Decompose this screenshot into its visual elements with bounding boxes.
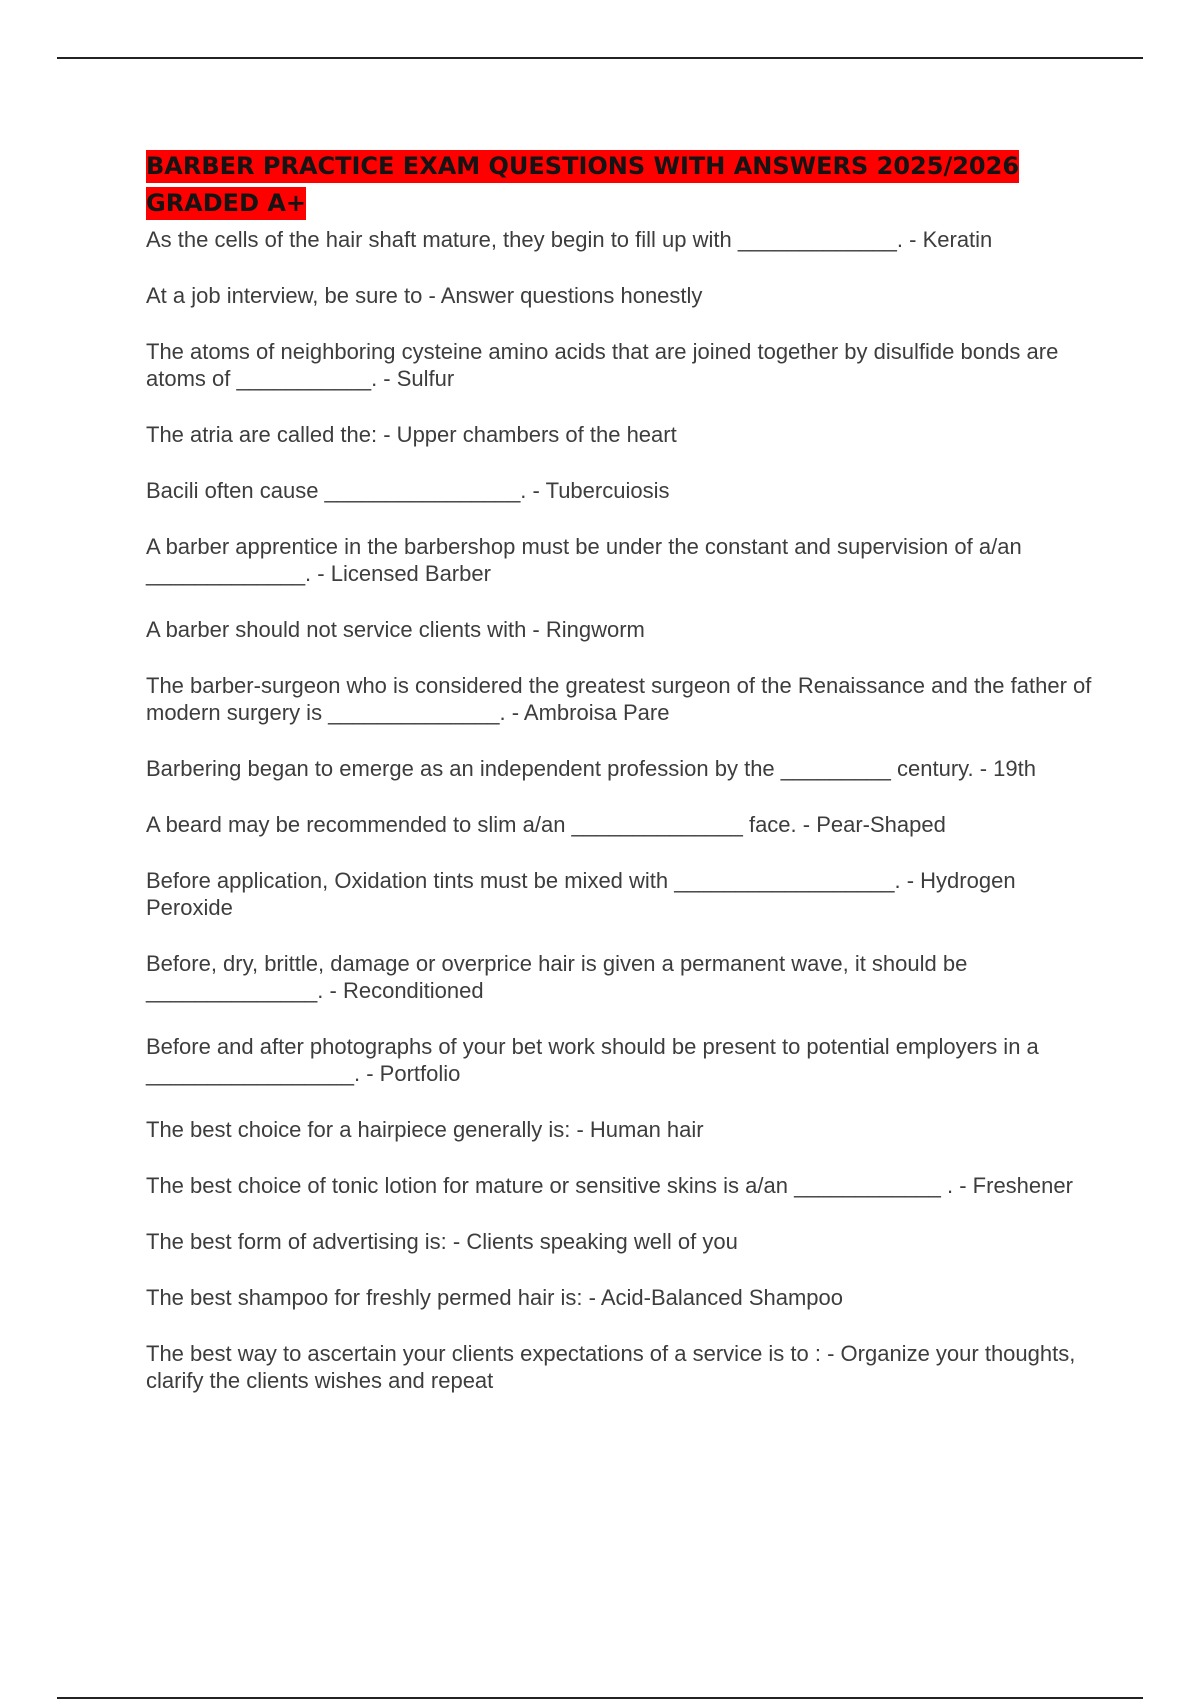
question-answer-item: As the cells of the hair shaft mature, they begin to fill up with _____________. - Keratin	[146, 227, 993, 252]
question-answer-item: At a job interview, be sure to - Answer questions honestly	[146, 283, 703, 308]
document-title-text: BARBER PRACTICE EXAM QUESTIONS WITH ANSWERS 2025/2026 GRADED A+	[146, 150, 1019, 220]
question-answer-item: Barbering began to emerge as an independent profession by the _________ century. - 19th	[146, 756, 1037, 781]
question-answer-item: The barber-surgeon who is considered the greatest surgeon of the Renaissance and the father of modern surgery is ______________. - Ambroisa Pare	[146, 673, 1092, 725]
question-answer-item: Before application, Oxidation tints must be mixed with __________________. - Hydrogen Peroxide	[146, 868, 1016, 920]
question-answer-item: The best choice for a hairpiece generally is: - Human hair	[146, 1117, 704, 1142]
document-title	[146, 148, 1096, 222]
question-answer-item: The best form of advertising is: - Clients speaking well of you	[146, 1229, 738, 1254]
question-answer-item: The atoms of neighboring cysteine amino acids that are joined together by disulfide bonds are atoms of ___________. - Sulfur	[146, 339, 1059, 391]
question-answer-item: A barber should not service clients with - Ringworm	[146, 617, 645, 642]
question-list	[146, 226, 1096, 1394]
document-body	[146, 148, 1096, 1423]
question-answer-item: The best shampoo for freshly permed hair is: - Acid-Balanced Shampoo	[146, 1285, 844, 1310]
top-rule	[57, 57, 1143, 59]
question-answer-item: Before and after photographs of your bet work should be present to potential employers in a _________________. - Portfolio	[146, 1034, 1039, 1086]
question-answer-item: Bacili often cause ________________. - Tubercuiosis	[146, 478, 670, 503]
question-answer-item: The atria are called the: - Upper chambers of the heart	[146, 422, 677, 447]
question-answer-item: A barber apprentice in the barbershop must be under the constant and supervision of a/an _____________. - Licensed Barber	[146, 534, 1022, 586]
bottom-rule	[57, 1697, 1143, 1699]
question-answer-item: The best way to ascertain your clients expectations of a service is to : - Organize your thoughts, clarify the clients wishes and repeat	[146, 1341, 1076, 1393]
question-answer-item: Before, dry, brittle, damage or overprice hair is given a permanent wave, it should be ______________. - Reconditioned	[146, 951, 968, 1003]
question-answer-item: A beard may be recommended to slim a/an ______________ face. - Pear-Shaped	[146, 812, 946, 837]
question-answer-item: The best choice of tonic lotion for mature or sensitive skins is a/an ____________ . - Freshener	[146, 1173, 1073, 1198]
